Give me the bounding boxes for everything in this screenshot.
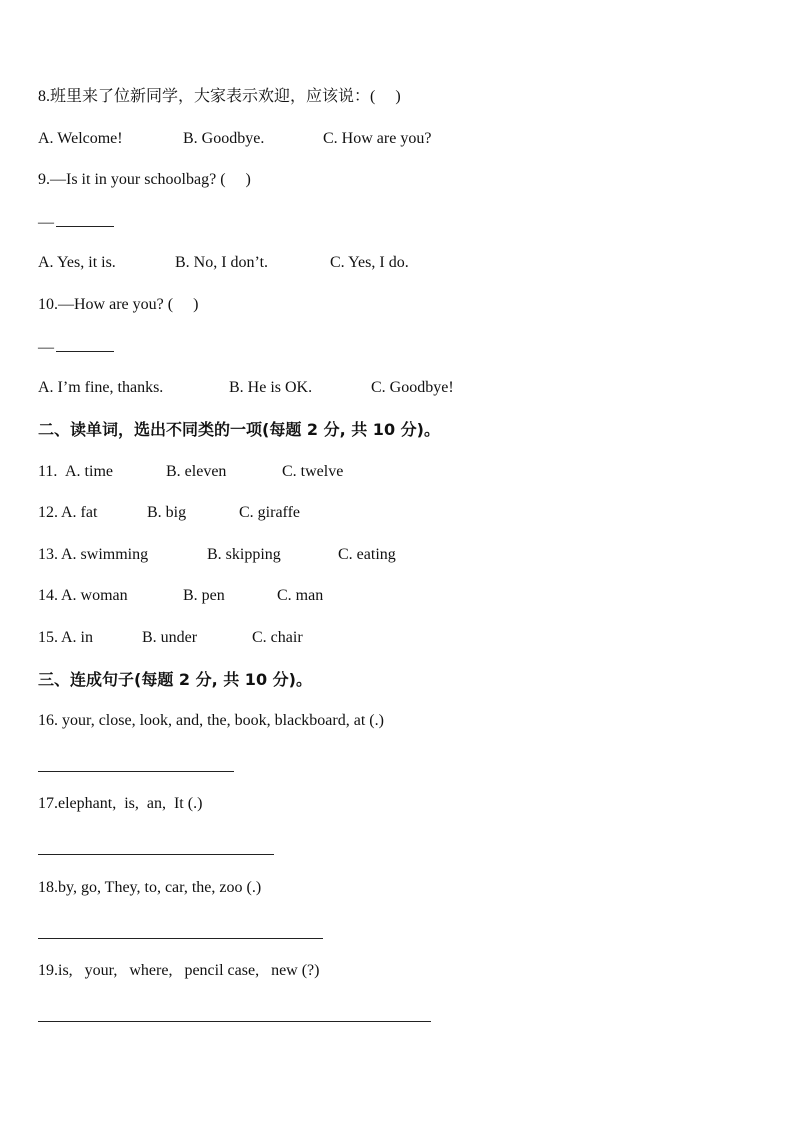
option-a: A. I’m fine, thanks. — [38, 379, 164, 396]
section-3-heading: 三、连成句子(每题 2 分, 共 10 分)。 — [38, 670, 312, 689]
answer-line — [56, 337, 114, 352]
option-c: C. man — [277, 587, 324, 604]
option-a: A. Welcome! — [38, 130, 123, 147]
option-a: A. swimming — [61, 546, 149, 563]
answer-dash: — — [38, 214, 54, 231]
question-17-answer-line — [38, 854, 274, 855]
section-2-heading: 二、读单词，选出不同类的一项(每题 2 分, 共 10 分)。 — [38, 420, 440, 439]
answer-dash: — — [38, 339, 54, 356]
question-19-answer-line — [38, 1021, 431, 1022]
option-b: B. Goodbye. — [183, 130, 265, 147]
question-16-answer-line — [38, 771, 234, 772]
option-a: A. time — [65, 463, 113, 480]
question-16-stem: 16. your, close, look, and, the, book, blackboard, at (.) — [38, 712, 384, 729]
question-12 — [38, 503, 738, 523]
question-8-options — [38, 129, 738, 149]
question-17-stem: 17.elephant, is, an, It (.) — [38, 795, 203, 812]
option-b: B. big — [147, 504, 187, 521]
question-number: 15. — [38, 629, 58, 646]
answer-line — [56, 212, 114, 227]
question-14 — [38, 586, 738, 606]
question-number: 12. — [38, 504, 58, 521]
question-number: 13. — [38, 546, 58, 563]
option-b: B. He is OK. — [229, 379, 313, 396]
question-9-stem: 9.—Is it in your schoolbag? ( ) — [38, 171, 251, 188]
question-19-stem: 19.is, your, where, pencil case, new (?) — [38, 962, 320, 979]
option-c: C. chair — [252, 629, 303, 646]
option-c: C. eating — [338, 546, 396, 563]
question-8-stem: 8.班里来了位新同学，大家表示欢迎，应该说：( ) — [38, 88, 401, 105]
option-a: A. fat — [61, 504, 98, 521]
question-15 — [38, 628, 738, 648]
option-c: C. giraffe — [239, 504, 301, 521]
option-b: B. pen — [183, 587, 225, 604]
question-10-answer-blank — [38, 337, 114, 358]
question-number: 14. — [38, 587, 58, 604]
option-c: C. twelve — [282, 463, 344, 480]
option-c: C. Goodbye! — [371, 379, 454, 396]
question-11 — [38, 462, 738, 482]
question-18-answer-line — [38, 938, 323, 939]
question-9-answer-blank — [38, 212, 114, 233]
question-10-stem: 10.—How are you? ( ) — [38, 296, 199, 313]
question-13 — [38, 545, 738, 565]
option-b: B. No, I don’t. — [175, 254, 269, 271]
question-18-stem: 18.by, go, They, to, car, the, zoo (.) — [38, 879, 262, 896]
option-a: A. in — [61, 629, 93, 646]
option-c: C. Yes, I do. — [330, 254, 409, 271]
option-c: C. How are you? — [323, 130, 432, 147]
question-9-options — [38, 253, 738, 273]
question-10-options — [38, 378, 738, 398]
option-b: B. skipping — [207, 546, 281, 563]
option-b: B. eleven — [166, 463, 227, 480]
option-a: A. woman — [61, 587, 128, 604]
option-a: A. Yes, it is. — [38, 254, 116, 271]
option-b: B. under — [142, 629, 198, 646]
question-number: 11. — [38, 463, 62, 480]
worksheet-page — [38, 0, 794, 1123]
